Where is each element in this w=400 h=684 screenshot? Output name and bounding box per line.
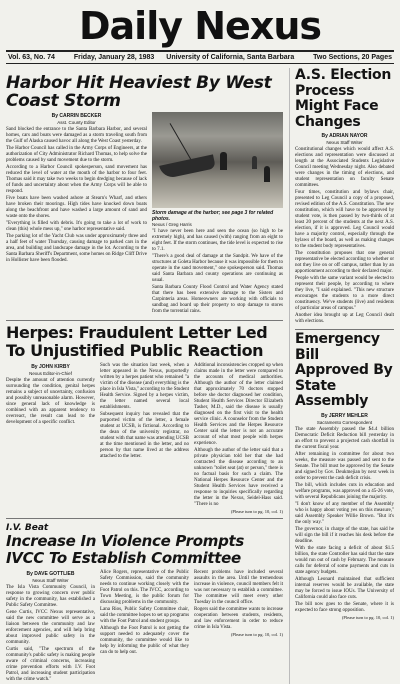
right-column: [289, 68, 394, 684]
emergency-continued[interactable]: (Please turn to pg. 10, col. 1): [341, 614, 394, 620]
ase-paragraph: Four times, constitution and bylaws chair, presented to Leg Council a copy of a proposed, revised edition of the A.S. Constitution. The new constitution, which will have to be approved by student vote, is then passed by two-thirds of at least 20 percent of the students at the next A.S. election, if it is approved. Leg Council would have a majority control, especially through the bylaws of the board, as well as making changes to the student body representatives.: [295, 190, 394, 249]
emergency-story: [295, 332, 394, 620]
harbor-headline[interactable]: Harbor Hit Heaviest By West Coast Storm: [6, 73, 272, 111]
ase-story: [295, 68, 394, 325]
folio-bar: [6, 50, 394, 64]
harbor-paragraph: "Everything is filled with debris. It's going to take a lot of work to clean (this) whole mess up," one harbor representative said.: [6, 221, 147, 232]
harbor-paragraph: Santa Barbara County Flood Control and Water Agency stated that there has been extensive damage to the Sisters and Carpinteria areas. Homeowners are working with officials to sandbag and board up their property to stop damage to stores from the torrential rains.: [152, 285, 283, 314]
ivc-paragraph: Curtis said, "The spectrum of the community's public safety is making people aware of criminal concerns, increasing crime prevention efforts with I.V. Foot Patrol, and increasing student participation with the crime watch.": [6, 647, 95, 682]
ivc-kicker: I.V. Beat: [6, 523, 49, 533]
harbor-storm-photo: [152, 112, 283, 208]
emergency-paragraph: The bill now goes to the Senate, where it is expected to face strong opposition.: [295, 601, 394, 613]
newspaper-page: [6, 4, 394, 682]
emergency-paragraph: "I don't know of any member of the Assembly who is happy about voting yes on this measure," said Assembly Speaker Willie Brown. "But it's the only way.": [295, 501, 394, 525]
ase-headline[interactable]: A.S. Election Process Might Face Changes: [295, 67, 392, 130]
harbor-byline: By CARRIN BECKER: [51, 113, 102, 119]
emergency-paragraph: The state Assembly passed the $4.4 billion Democratic Deficit Reduction bill yesterday in an effort to prevent a projected cash shortfall in the current fiscal year.: [295, 426, 394, 450]
volume-label: Vol. 63, No. 74: [8, 54, 55, 61]
harbor-role: Asst. County Editor: [57, 120, 96, 125]
ase-paragraph: Another idea brought up at Leg Council dealt with elections.: [295, 313, 394, 324]
ivc-paragraph: The Isla Vista Community Council, in response to growing concern over public safety in the community, has established a Public Safety Committee.: [6, 585, 95, 608]
ase-role: Nexus Staff Writer: [326, 140, 363, 145]
emergency-role: Sacramento Correspondent: [316, 419, 373, 425]
ase-byline: By ADRIAN NAYOR: [321, 133, 368, 139]
ivc-continued[interactable]: (Please turn to pg. 10, col. 1): [230, 632, 283, 637]
harbor-paragraph: The Harbor Council has called in the Army Corps of Engineers, at the authorization of City Administrator Richard Thomas, to help solve the problems caused by sand movement due to the storm.: [6, 146, 147, 163]
emergency-headline[interactable]: Emergency Bill Approved By State Assembly: [295, 331, 393, 409]
masthead-title: Daily Nexus: [79, 4, 321, 48]
emergency-byline: By JERRY MEHLER: [321, 412, 368, 419]
emergency-paragraph: The bill, which includes cuts in education and welfare programs, was approved on a 45-26 vote, with several Republicans joining the majority.: [295, 482, 394, 500]
ivc-paragraph: Although the Foot Patrol is not getting the support needed to adequately cover the community, the committee would like to help by informing the public of what they can do to help out.: [100, 626, 189, 655]
issue-date: Friday, January 28, 1983: [73, 54, 155, 61]
ivc-paragraph: Gene Curtis, IVCC Nexus representative, said the new committee will serve as a liaison between the community and law enforcement agencies, and will help bring about improved public safety in the community.: [6, 610, 95, 645]
harbor-paragraph: "I have never been here and seen the ocean (so high to be extremely high), and has caused (with) ranging from an eight to eight feet. If the storm continues, the tide level is expected to rise to 7.1.: [152, 229, 283, 252]
ivc-role: Nexus Staff Writer: [32, 578, 69, 583]
harbor-story: [6, 74, 283, 316]
ivc-paragraph: Alice Rogers, representative of the Public Safety Commission, said the community needs to continue working closely with the Foot Patrol on this. The IVCC, according to Town Meeting, is the public forum for discussing problems in the community.: [100, 570, 189, 605]
photo-caption: Storm damage at the harbor; see page 3 for related photos.: [152, 210, 274, 222]
ivc-paragraph: Rogers said the committee wants to increase cooperation between students, residents, and law enforcement in order to reduce crime in Isla Vista.: [194, 607, 283, 630]
herpes-paragraph: Despite the amount of attention currently surrounding the condition, genital herpes remains a subject of uncertainty, confusion and possibly unreasonable alarm. However, since general lack of knowledge is combined with an apparent tendency to overreact, the result can lead to the development of a specific conflict.: [6, 378, 95, 425]
herpes-role: Nexus Editor-in-Chief: [29, 371, 72, 376]
herpes-paragraph: Subsequent inquiry has revealed that the purported victim of the letter, a female student at UCSB, is fictional. According to the dean of the university registrar, no student with that name was attending UCSB at the time mentioned in the letter, and no person by that name lived at the address attached to the letter.: [100, 412, 189, 459]
herpes-paragraph: Additional inconsistencies cropped up when claims made in the letter were compared to the accounts of medical authorities. Although the author of the letter claimed that approximately 70 doctors stopped before she doctor diagnosed her condition, Student Health Services Director Elizabeth Tasher, M.D., said the disease is usually diagnosed on the first visit to the health service clinic. A counselor from the Student Health Services and the Herpes Resource Center said the letter is not an accurate account of what most people with herpes experience.: [194, 363, 283, 446]
university-name: University of California, Santa Barbara: [166, 54, 295, 61]
ivc-paragraph: Recent problems have included several assaults in the area. Until the tremendous increase in violence, council members felt it was not necessary to establish a committee. The committee will meet every other Tuesday in the council office.: [194, 570, 283, 605]
harbor-paragraph: Five boats have been washed ashore at Stearn's Wharf, and others have broken their moorings. High tides have knocked down boats along the beachfront and have washed a large amount of sand and waste onto the shores.: [6, 196, 147, 219]
emergency-paragraph: Although Leonard maintained that sufficient internal reserves would be available, the state may be forced to issue IOUs. The University of California could also face cuts.: [295, 576, 394, 600]
sections-label: Two Sections, 20 Pages: [313, 54, 392, 61]
ase-paragraph: People with the same variant would be elected to represent their people, by according to where they live, "I said explained. "This new structure encourages the students to a more direct constituency. We've students (live) and residents of particular areas of campus.": [295, 276, 394, 311]
photo-credit: Nexus / Greg Harris: [152, 222, 192, 227]
harbor-paragraph: According to a Harbor Council spokesperson, sand movement has reduced the level of water at the mouth of the harbor to four feet. Thomas said it may take two weeks to begin dredging because of lack of funds and uncertainty about when the Army Corps will be able to respond.: [6, 165, 147, 194]
herpes-paragraph: Such was the situation last week, when a letter appeared in the Nexus, purportedly written by a herpes patient who remained "a victim of the disease (and) everything is the place in Isla Vista," according to the Student Health Service. Signed by a herpes victim, the letter named several local establishments.: [100, 363, 189, 410]
ivc-headline[interactable]: Increase In Violence Prompts IVCC To Establish Committee: [6, 532, 245, 567]
ivc-story: [6, 523, 283, 684]
emergency-paragraph: With the state facing a deficit of about $1.5 billion, the state Controller has said that the state would run out of cash by February. The measure calls for deferral of some payments and cuts in state agency budgets.: [295, 545, 394, 575]
harbor-paragraph: Sand blocked the entrance to the Santa Barbara Harbor, and several homes, cars and boats were damaged as a storm traveling south from the Gulf of Alaska caused havoc all along the West Coast yesterday.: [6, 127, 147, 144]
harbor-paragraph: "There's a good deal of damage at the Sandpit. We have of the structures at Goleta Harbor because it was impossible for them to operate in the sand movement," one spokesperson said. Thomas said Santa Barbara and county operations are continuing as usual.: [152, 254, 283, 283]
herpes-headline[interactable]: Herpes: Fraudulent Letter Led To Unjustified Public Reaction: [6, 323, 268, 360]
herpes-story: [6, 324, 283, 514]
herpes-paragraph: Although the author of the letter said that a private physician told her that she had contracted the disease according to an unknown "toilet seat (at) or person," there is no factual basis for such a claim. The National Herpes Resource Center and the Student Health Services have received a response to inquiries specifically regarding the letter in the Nexus, Seidel-Hass said. "There is no: [194, 448, 283, 507]
ivc-byline: By DAVE GOTTLIEB: [26, 571, 75, 577]
emergency-paragraph: After remaining in committee for about two weeks, the measure was passed and sent to the Senate. The bill must be approved by the Senate and signed by Gov. Deukmejian by next week in order to prevent the cash deficit crisis.: [295, 451, 394, 481]
herpes-byline: By JOHN KIRBY: [31, 364, 70, 370]
ase-paragraph: Constitutional changes which would affect A.S. elections and representation were discussed at length at the Associated Students Legislative Council meeting Wednesday night. Also debated were changes in the timing of elections, and student representation on faculty Senate committees.: [295, 147, 394, 188]
ivc-paragraph: Lana Rios, Public Safety Committee chair, said the committee hopes to set up programs with the Foot Patrol and student groups.: [100, 607, 190, 624]
ase-paragraph: The constitution proposes that one general representative be elected according to whether or not they live on or off campus, rather than by an apportionment according to their declared major.: [295, 251, 394, 274]
left-columns: [6, 68, 283, 684]
harbor-paragraph: The parking lot of the Yacht Club was under approximately three and a half feet of water Thursday, causing damage to parked cars in the area, and building and landscape damage in the lot. According to the Santa Barbara Sheriff's Department, some homes on Ridge Cliff Drive in Hollister have been flooded.: [6, 234, 147, 263]
emergency-paragraph: The governor, in charge of the state, has said he will sign the bill if it reaches his desk before the deadline.: [295, 526, 394, 544]
herpes-continued[interactable]: (Please turn to pg. 10, col. 1): [230, 509, 283, 514]
